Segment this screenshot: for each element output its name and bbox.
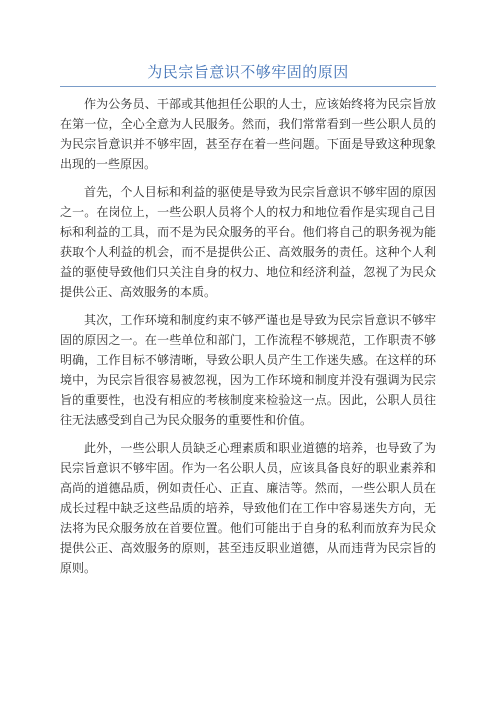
document-title: 为民宗旨意识不够牢固的原因 xyxy=(147,63,349,81)
paragraph-work-environment: 其次，工作环境和制度约束不够严谨也是导致为民宗旨意识不够牢固的原因之一。在一些单位和部门，工作流程不够规范，工作职责不够明确，工作目标不够清晰，导致公职人员产生工作迷失感。在这样的环境中，为民宗旨很容易被忽视，因为工作环境和制度并没有强调为民宗旨的重要性，也没有相应的考核制度来检验这一点。因此，公职人员往往无法感受到自己为民众服务的重要性和价值。 xyxy=(60,313,436,427)
paragraph-intro: 作为公务员、干部或其他担任公职的人士，应该始终将为民宗旨放在第一位，全心全意为人民服务。然而，我们常常看到一些公职人员的为民宗旨意识并不够牢固，甚至存在着一些问题。下面是导致这种现象出现的一些原因。 xyxy=(60,97,436,171)
paragraph-professional-ethics: 此外，一些公职人员缺乏心理素质和职业道德的培养，也导致了为民宗旨意识不够牢固。作为一名公职人员，应该具备良好的职业素养和高尚的道德品质，例如责任心、正直、廉洁等。然而，一些公职人员在成长过程中缺乏这些品质的培养，导致他们在工作中容易迷失方向，无法将为民众服务放在首要位置。他们可能出于自身的私利而放弃为民众提供公正、高效服务的原则，甚至违反职业道德，从而违背为民宗旨的原则。 xyxy=(60,441,436,575)
document-body xyxy=(60,94,436,586)
title-divider xyxy=(60,86,436,87)
paragraph-personal-interest: 首先，个人目标和利益的驱使是导致为民宗旨意识不够牢固的原因之一。在岗位上，一些公职人员将个人的权力和地位看作是实现自己目标和利益的工具，而不是为民众服务的平台。他们将自己的职务视为能获取个人利益的机会，而不是提供公正、高效服务的责任。这种个人利益的驱使导致他们只关注自身的权力、地位和经济利益，忽视了为民众提供公正、高效服务的本质。 xyxy=(60,185,436,299)
